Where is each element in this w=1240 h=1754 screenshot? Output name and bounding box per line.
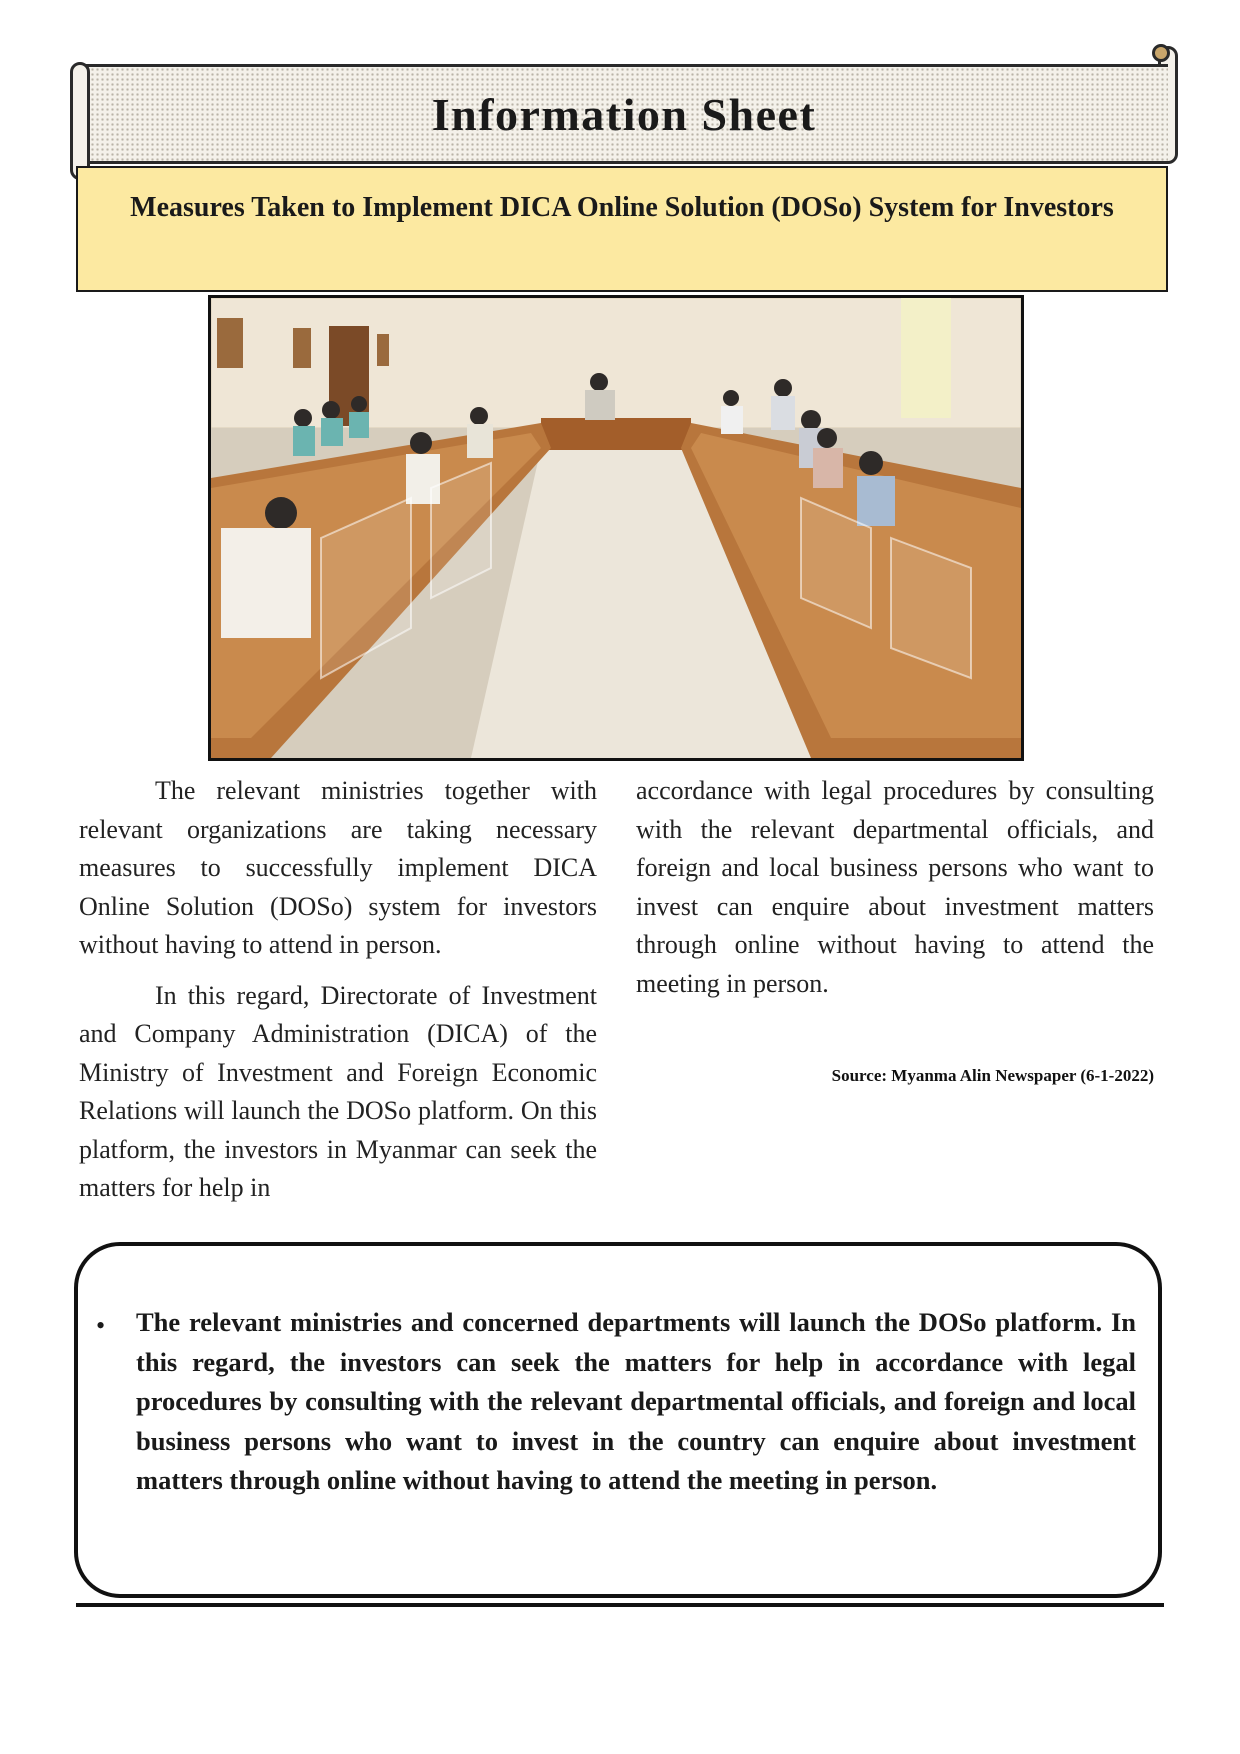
bullet-icon: •: [96, 1311, 106, 1340]
meeting-room-illustration: [211, 298, 1021, 758]
source-citation: Source: Myanma Alin Newspaper (6-1-2022): [831, 1066, 1154, 1085]
article-column-right: [636, 772, 1154, 1003]
article-paragraph-2-continued: accordance with legal procedures by consulting with the relevant departmental officials, and foreign and local business persons who want to invest can enquire about investment matters through online without having to attend the meeting in person.: [636, 776, 1154, 998]
article-headline: Measures Taken to Implement DICA Online Solution (DOSo) System for Investors: [130, 192, 1114, 223]
article-paragraph-2: In this regard, Directorate of Investment and Company Administration (DICA) of the Ministry of Investment and Foreign Economic Relations will launch the DOSo platform. On this platform, the investors in Myanmar can seek the matters for help in: [79, 980, 597, 1202]
subtitle-box: [76, 166, 1168, 292]
footer-divider: [76, 1603, 1164, 1607]
article-column-left: [79, 772, 597, 1208]
summary-text: The relevant ministries and concerned departments will launch the DOSo platform. In this regard, the investors can seek the matters for help in accordance with legal procedures by consulting with the relevant departmental officials, and foreign and local business persons who want to invest in the country can enquire about investment matters through online without having to attend the meeting in person.: [136, 1307, 1136, 1495]
page-title: Information Sheet: [431, 89, 817, 140]
article-paragraph-1: The relevant ministries together with relevant organizations are taking necessary measures to successfully implement DICA Online Solution (DOSo) system for investors without having to attend in person.: [79, 776, 597, 959]
meeting-photo: [208, 295, 1024, 761]
scroll-knob-icon: [1152, 44, 1170, 62]
